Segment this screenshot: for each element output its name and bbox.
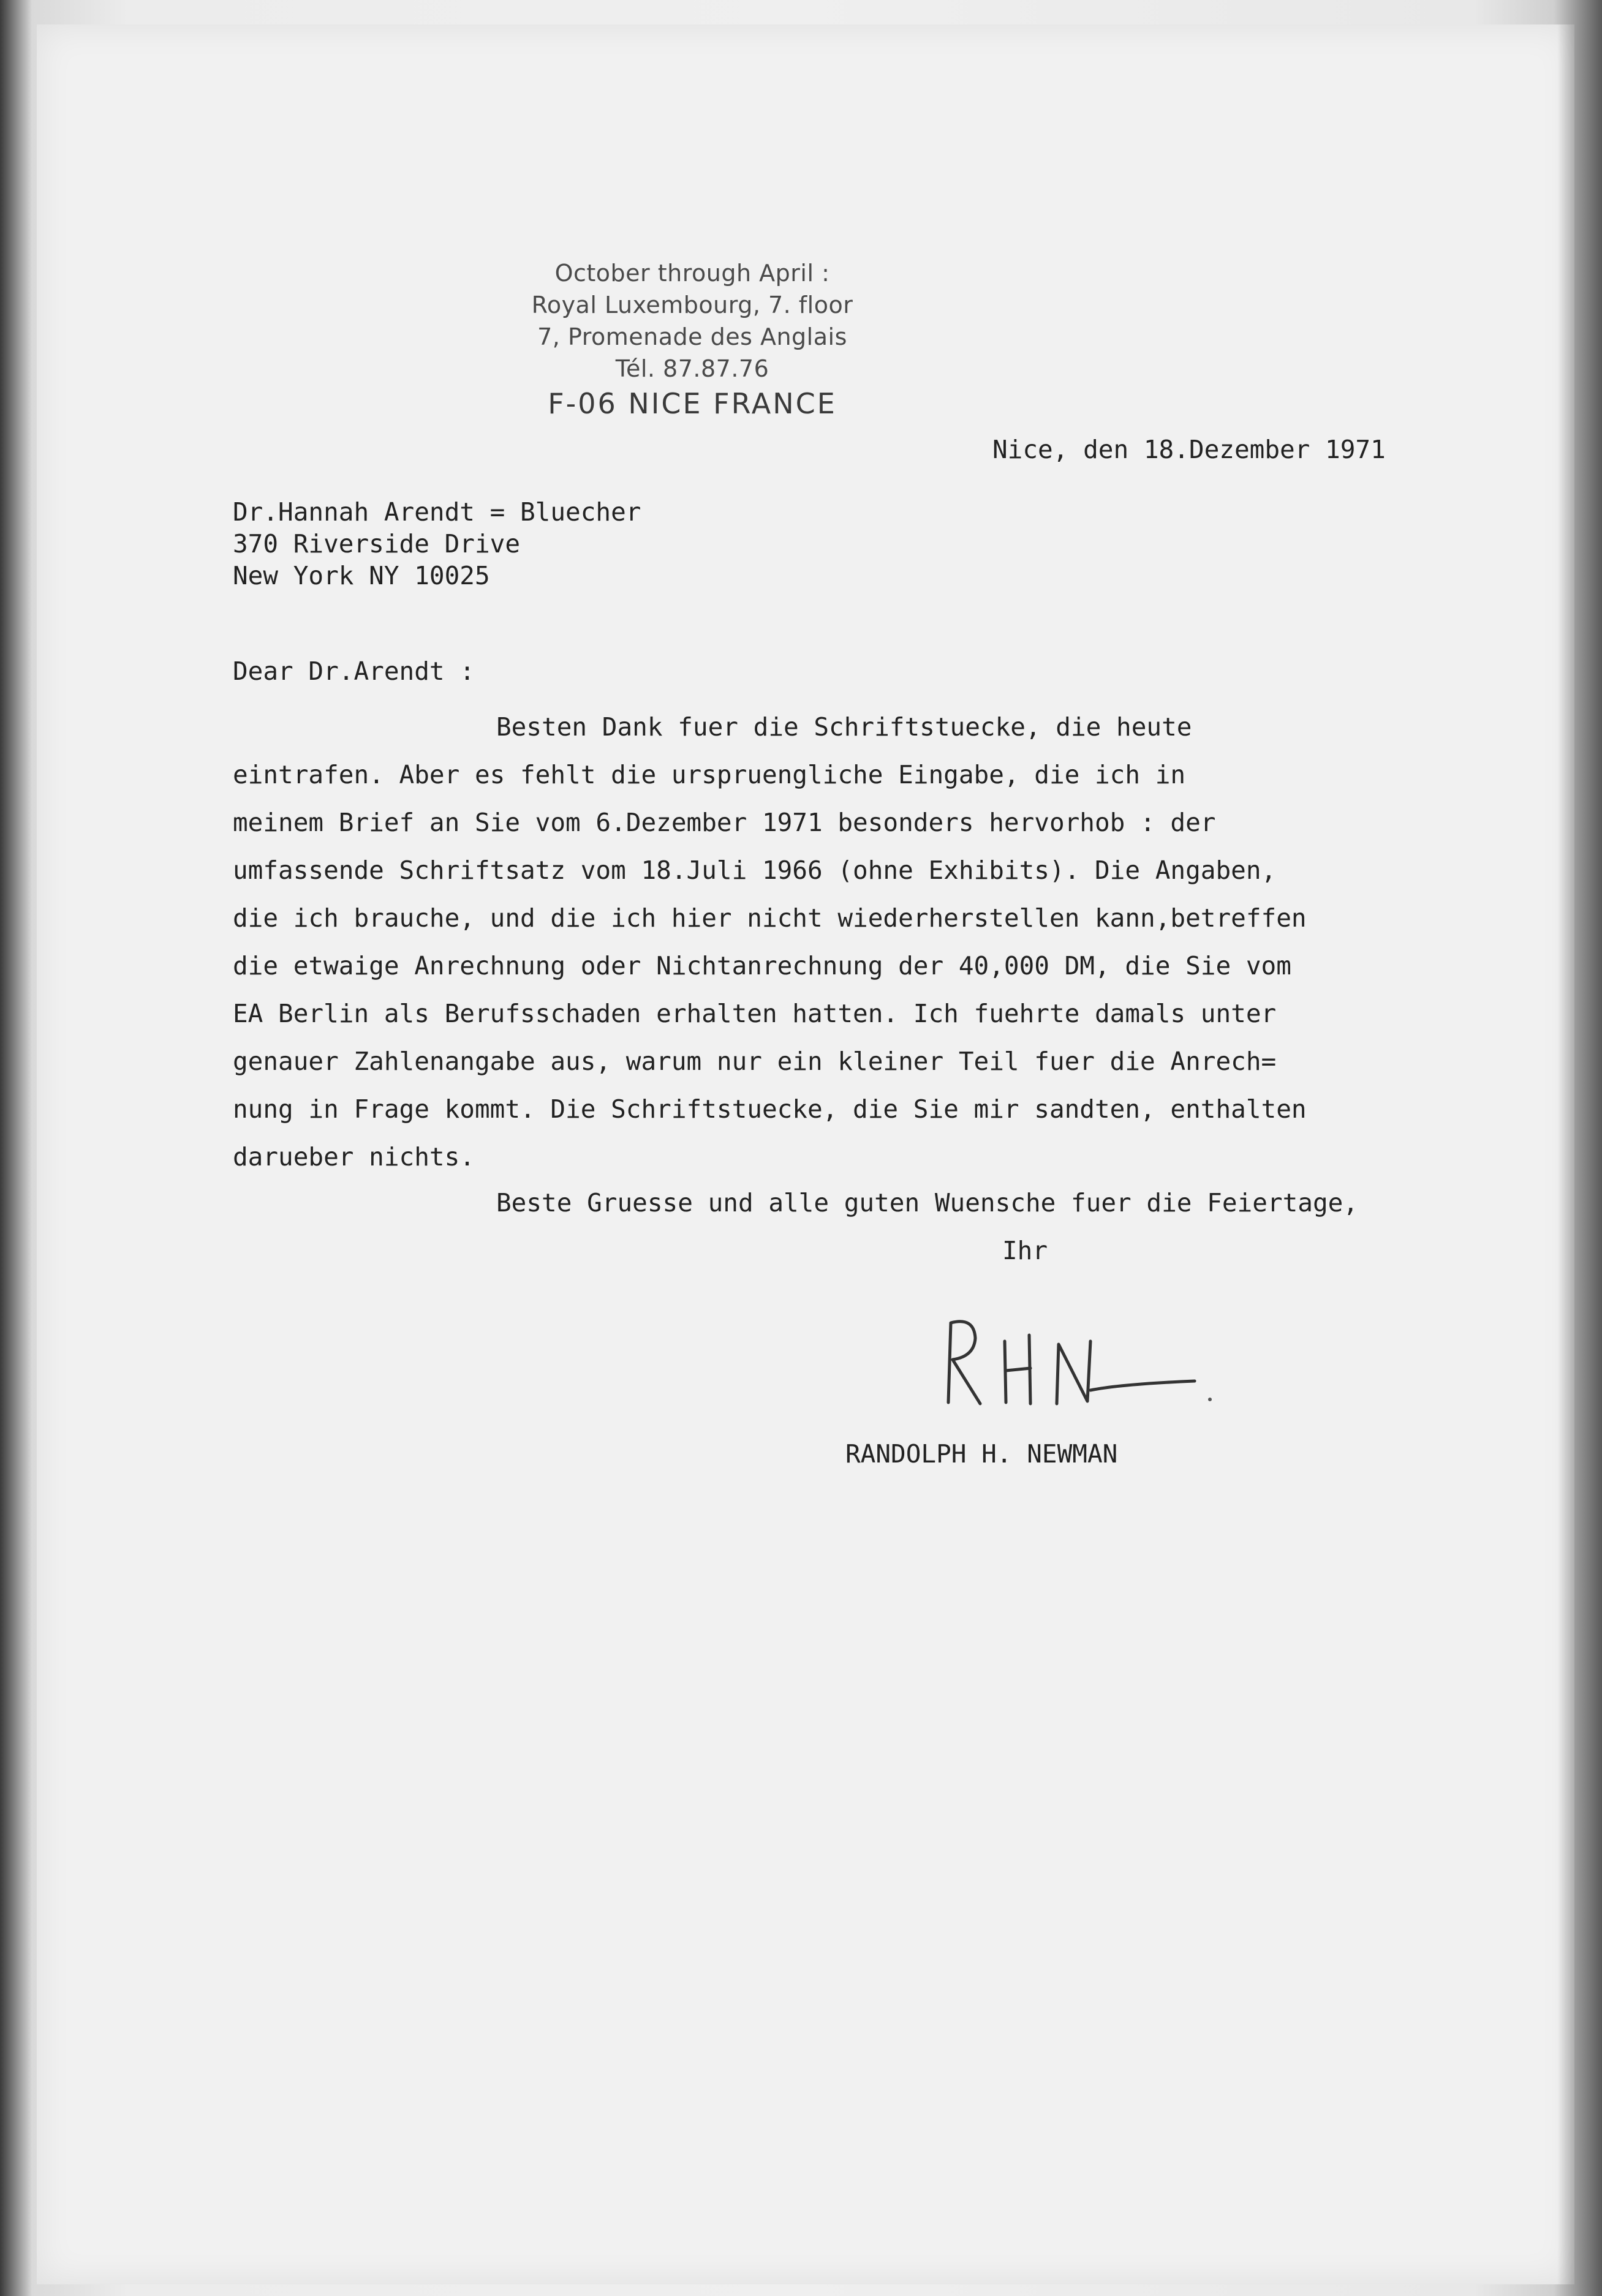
typed-name: RANDOLPH H. NEWMAN: [845, 1439, 1118, 1469]
body-line: die etwaige Anrechnung oder Nichtanrechnung der 40,000 DM, die Sie vom: [233, 951, 1291, 981]
closing: Beste Gruesse und alle guten Wuensche fuer die Feiertage,: [496, 1188, 1358, 1218]
body-line: eintrafen. Aber es fehlt die urspruengliche Eingabe, die ich in: [233, 760, 1186, 789]
recipient-city: New York NY 10025: [233, 561, 490, 590]
handwritten-signature: [937, 1298, 1219, 1421]
body-line: EA Berlin als Berufsschaden erhalten hatten. Ich fuehrte damals unter: [233, 999, 1277, 1028]
body-line: meinem Brief an Sie vom 6.Dezember 1971 besonders hervorhob : der: [233, 808, 1216, 837]
recipient-street: 370 Riverside Drive: [233, 529, 520, 559]
letterhead-phone: Tél. 87.87.76: [615, 355, 769, 382]
body-line: umfassende Schriftsatz vom 18.Juli 1966 (ohne Exhibits). Die Angaben,: [233, 856, 1277, 885]
dateline: Nice, den 18.Dezember 1971: [992, 435, 1386, 464]
letterhead-street: 7, Promenade des Anglais: [537, 323, 847, 350]
letterhead-building: Royal Luxembourg, 7. floor: [531, 292, 853, 318]
page-edge-shadow: [1557, 24, 1574, 2284]
letterhead: [472, 257, 913, 423]
recipient-address: [233, 496, 641, 592]
letterhead-city: F-06 NICE FRANCE: [548, 387, 837, 420]
body-line: darueber nichts.: [233, 1142, 475, 1172]
body-line: Besten Dank fuer die Schriftstuecke, die heute: [496, 712, 1192, 742]
body-line: genauer Zahlenangabe aus, warum nur ein kleiner Teil fuer die Anrech=: [233, 1047, 1277, 1076]
letter-body: [233, 703, 1307, 1181]
body-line: nung in Frage kommt. Die Schriftstuecke, die Sie mir sandten, enthalten: [233, 1094, 1307, 1124]
letterhead-season: October through April :: [554, 260, 830, 287]
recipient-name: Dr.Hannah Arendt = Bluecher: [233, 497, 641, 527]
closing-word: Ihr: [1002, 1236, 1048, 1265]
salutation: Dear Dr.Arendt :: [233, 657, 475, 686]
body-line: die ich brauche, und die ich hier nicht wiederherstellen kann,betreffen: [233, 903, 1307, 933]
